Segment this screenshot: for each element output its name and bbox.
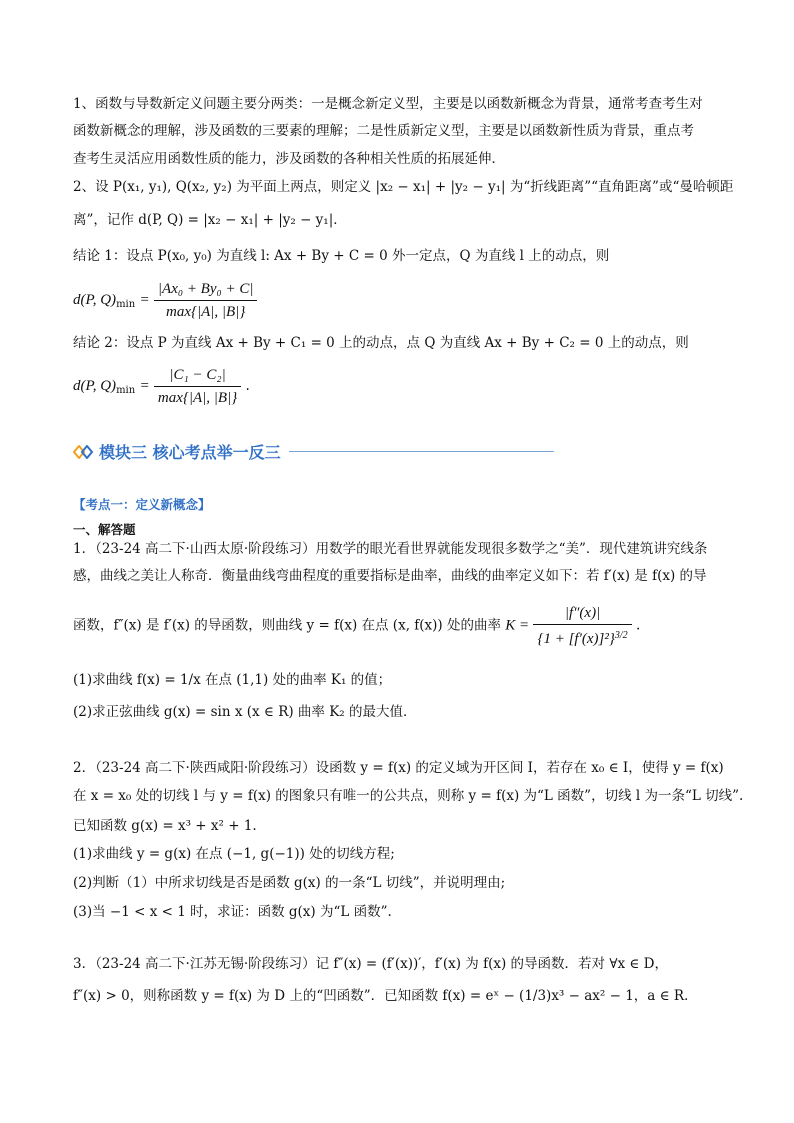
intro-paragraph-1-line-3: 查考生灵活应用函数性质的能力，涉及函数的各种相关性质的拓展延伸． (73, 151, 505, 167)
fraction-numerator: |Ax₀ + By₀ + C| (154, 280, 258, 301)
formula-min-subscript: min (116, 385, 136, 396)
section-divider (289, 451, 554, 452)
question-2-line-1: 2．（23-24 高二下·陕西咸阳·阶段练习）设函数 y = f(x) 的定义域为开区间 I，若存在 x₀ ∈ I，使得 y = f(x) (73, 760, 724, 776)
question-2-line-3: 已知函数 g(x) = x³ + x² + 1. (73, 818, 257, 834)
conclusion-1-formula: d(P, $Q)_{min}$ = $\frac{\text{|Ax₀ + By₀ + C|}}{\max\{|A|, |B|\}}$ (73, 280, 257, 321)
formula-fraction (154, 366, 241, 407)
question-1-sub-1: (1)求曲线 f(x) = 1/x 在点 (1,1) 处的曲率 K₁ 的值； (73, 672, 392, 688)
curvature-fraction (533, 604, 631, 648)
formula-period: . (245, 378, 250, 394)
curvature-numerator: |f″(x)| (533, 604, 631, 625)
question-1-sub-2: (2)求正弦曲线 g(x) = sin x (x ∈ R) 曲率 K₂ 的最大值． (73, 704, 417, 720)
intro-paragraph-1-line-2: 函数新概念的理解，涉及函数的三要素的理解；二是性质新定义型，主要是以函数新性质为背景，重点考 (73, 123, 694, 139)
question-1-line-3-text: 函数，f″(x) 是 f′(x) 的导函数，则曲线 y = f(x) 在点 (x, f(x)) 处的曲率 (73, 617, 501, 634)
conclusion-2-formula: d(P, $Q)_{min}$ = $\frac{\text{|C₁ − C₂|}}{\max\{|A|, |B|\}}$ . (73, 367, 250, 406)
question-2-sub-1: (1)求曲线 y = g(x) 在点 (−1, g(−1)) 处的切线方程; (73, 846, 395, 862)
fraction-numerator: |C₁ − C₂| (154, 366, 241, 387)
formula-fraction (154, 280, 258, 321)
curvature-denominator-base: {1 + [f′(x)]²} (537, 631, 615, 647)
fraction-denominator: max{|A|, |B|} (157, 390, 238, 406)
topic-heading: 【考点一：定义新概念】 (73, 497, 211, 512)
conclusion-2-text: 结论 2：设点 P 为直线 Ax + By + C₁ = 0 上的动点，点 Q 为直线 Ax + By + C₂ = 0 上的动点，则 (73, 335, 689, 351)
question-2-sub-2: (2)判断（1）中所求切线是否是函数 g(x) 的一条“L 切线”，并说明理由; (73, 875, 506, 891)
question-3-line-1: 3．（23-24 高二下·江苏无锡·阶段练习）记 f″(x) = (f′(x))′，f′(x) 为 f(x) 的导函数．若对 ∀x ∈ D， (73, 956, 668, 972)
curvature-label: K = (505, 617, 530, 634)
intro-paragraph-2-line-2: 离”，记作 d(P, Q) = |x₂ − x₁| + |y₂ − y₁|． (73, 212, 347, 228)
part-heading: 一、解答题 (73, 522, 136, 537)
section-title: 模块三 核心考点举一反三 (99, 443, 281, 462)
intro-paragraph-1-line-1: 1、函数与导数新定义问题主要分两类：一是概念新定义型，主要是以函数新概念为背景，通常考查考生对 (73, 96, 703, 112)
question-2-sub-3: (3)当 −1 < x < 1 时，求证：函数 g(x) 为“L 函数”. (73, 904, 392, 920)
curvature-denominator (533, 625, 631, 648)
formula-lhs: d(P, Q) (73, 292, 117, 308)
diamond-bullet-icon (73, 445, 95, 459)
formula-min-subscript: min (116, 299, 136, 310)
question-1-line-3: 函数，f″(x) 是 f′(x) 的导函数，则曲线 y = f(x) 在点 (x, f(x)) 处的曲率 K = $\frac{|f''(x)|}{\{1 + [f'(x)]^2\}^{3/2}}$ . (73, 605, 641, 647)
question-1-line-2: 感，曲线之美让人称奇．衡量曲线弯曲程度的重要指标是曲率，曲线的曲率定义如下：若 f′(x) 是 f(x) 的导 (73, 568, 707, 584)
question-3-line-2: f″(x) > 0，则称函数 y = f(x) 为 D 上的“凹函数”．已知函数 f(x) = eˣ − (1/3)x³ − ax² − 1，a ∈ R． (73, 988, 698, 1004)
formula-lhs: d(P, Q) (73, 378, 117, 394)
section-header (73, 440, 554, 463)
intro-paragraph-2-line-1: 2、设 P(x₁, y₁), Q(x₂, y₂) 为平面上两点，则定义 |x₂ − x₁| + |y₂ − y₁| 为“折线距离”“直角距离”或“曼哈顿距 (73, 179, 734, 195)
conclusion-1-text: 结论 1：设点 P(x₀, y₀) 为直线 l: Ax + By + C = 0 外一定点，Q 为直线 l 上的动点，则 (73, 248, 610, 264)
fraction-denominator: max{|A|, |B|} (166, 304, 246, 320)
question-1-line-1: 1．（23-24 高二下·山西太原·阶段练习）用数学的眼光看世界就能发现很多数学之“美”．现代建筑讲究线条 (73, 541, 708, 557)
question-2-line-2: 在 x = x₀ 处的切线 l 与 y = f(x) 的图象只有唯一的公共点，则称 y = f(x) 为“L 函数”，切线 l 为一条“L 切线”. (73, 788, 744, 804)
curvature-exponent: 3/2 (614, 630, 628, 641)
